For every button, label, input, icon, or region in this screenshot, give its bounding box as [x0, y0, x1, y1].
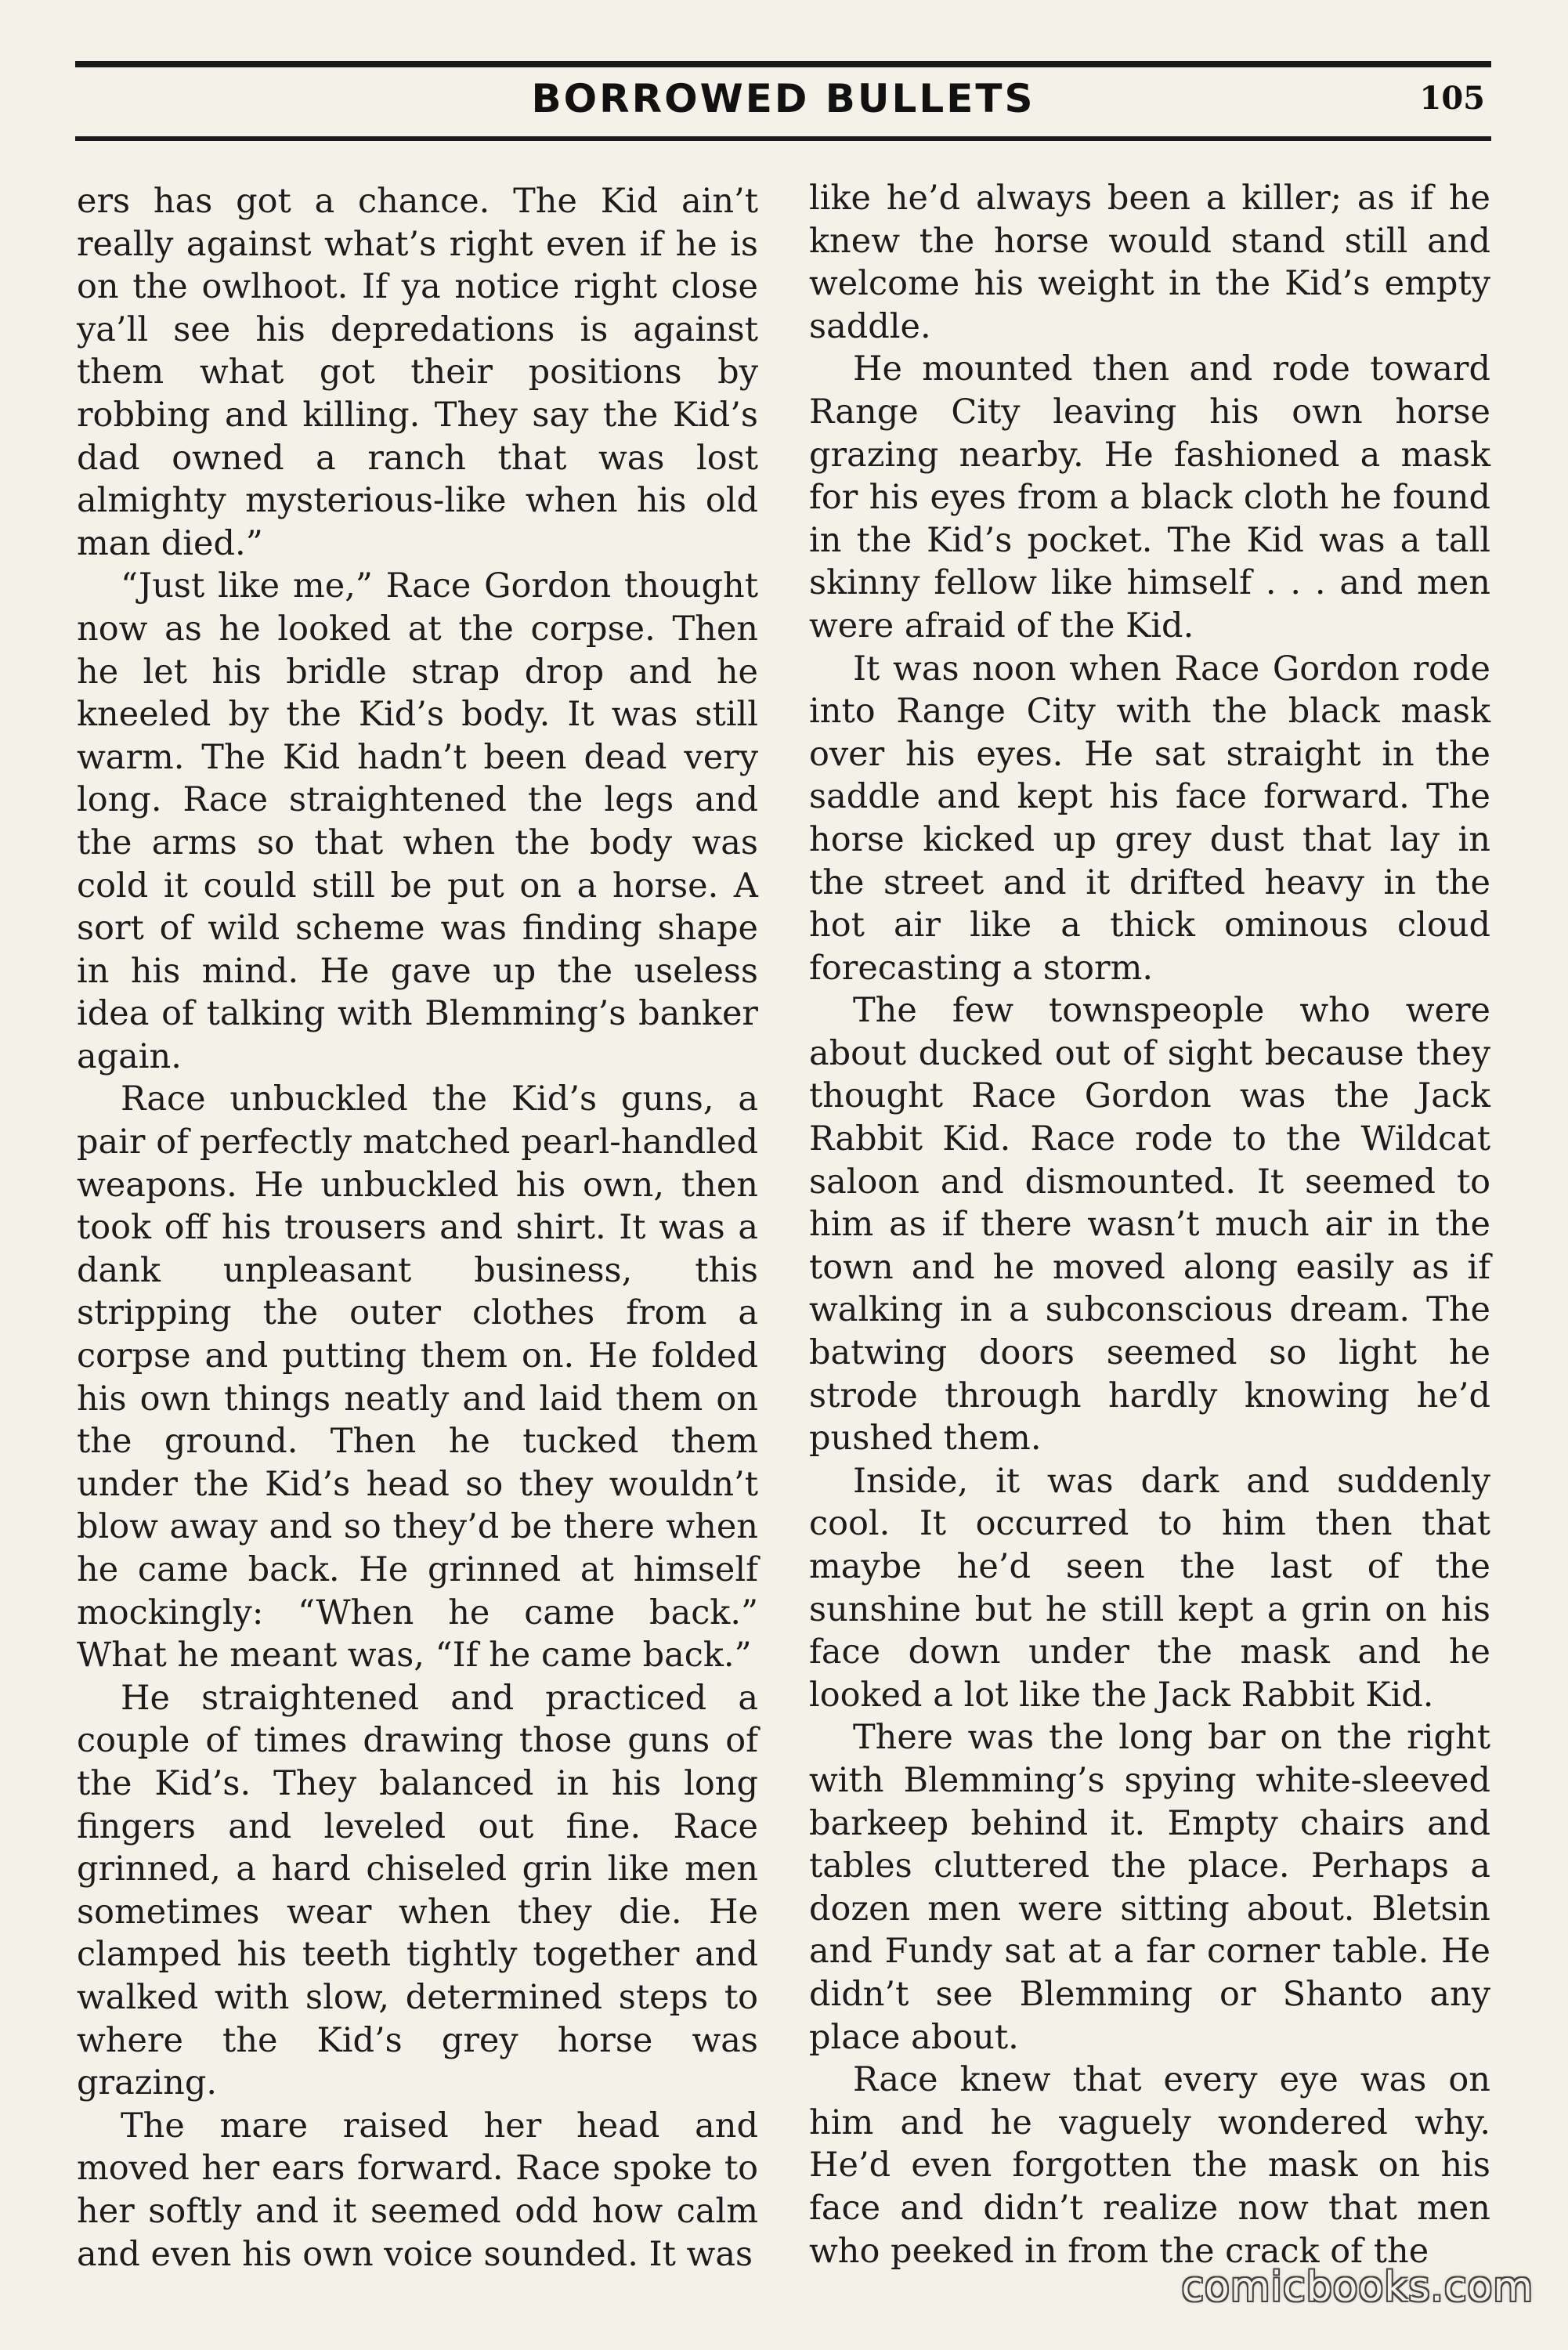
paragraph: It was noon when Race Gordon rode into Range City with the black mask over his eyes. He sat straight in the saddle and kept his face forward. The horse kicked up grey dust that lay in the street and it drifted heavy in the hot air like a thick ominous cloud forecasting a storm. [809, 649, 1490, 988]
paragraph: “Just like me,” Race Gordon thought now as he looked at the corpse. Then he let his bridle strap drop and he kneeled by the Kid’s body. It was still warm. The Kid hadn’t been dead very long. Race straightened the legs and the arms so that when the body was cold it could still be put on a horse. A sort of wild scheme was finding shape in his mind. He gave up the useless idea of talking with Blemming’s banker again. [77, 566, 758, 1076]
running-title: BORROWED BULLETS [531, 76, 1035, 121]
page-number: 105 [1419, 80, 1485, 117]
paragraph: He mounted then and rode toward Range City leaving his own horse grazing nearby. He fashioned a mask for his eyes from a black cloth he found in the Kid’s pocket. The Kid was a tall skinny fellow like himself . . . and men were afraid of the Kid. [809, 349, 1490, 645]
paragraph: Race knew that every eye was on him and he vaguely wondered why. He’d even forgotten the mask on his face and didn’t realize now that men who peeked in from the crack of the [809, 2060, 1490, 2271]
paragraph: Inside, it was dark and suddenly cool. It occurred to him then that maybe he’d seen the last of the sunshine but he still kept a grin on his face down under the mask and he looked a lot like the Jack Rabbit Kid. [809, 1461, 1490, 1715]
paragraph: ers has got a chance. The Kid ain’t really against what’s right even if he is on the owlhoot. If ya notice right close ya’ll see his depredations is against them what got their positions by robbing and killing. They say the Kid’s dad owned a ranch that was lost almighty mysterious-like when his old man died.” [77, 182, 758, 563]
paragraph: The mare raised her head and moved her ears forward. Race spoke to her softly and it seemed odd how calm and even his own voice sounded. It was [77, 2106, 758, 2274]
watermark-logo: comicbooks.com [1181, 2264, 1534, 2311]
paragraph: The few townspeople who were about ducked out of sight because they thought Race Gordon was the Jack Rabbit Kid. Race rode to the Wildcat saloon and dismounted. It seemed to him as if there wasn’t much air in the town and he moved along easily as if walking in a subconscious dream. The batwing doors seemed so light he strode through hardly knowing he’d pushed them. [809, 991, 1490, 1459]
paragraph: He straightened and practiced a couple of times drawing those guns of the Kid’s. They balanced in his long fingers and leveled out fine. Race grinned, a hard chiseled grin like men sometimes wear when they die. He clamped his teeth tightly together and walked with slow, determined steps to where the Kid’s grey horse was grazing. [77, 1678, 758, 2103]
paragraph: There was the long bar on the right with Blemming’s spying white-sleeved barkeep behind it. Empty chairs and tables cluttered the place. Perhaps a dozen men were sitting about. Bletsin and Fundy sat at a far corner table. He didn’t see Blemming or Shanto any place about. [809, 1718, 1490, 2057]
header-top-rule [75, 61, 1491, 67]
left-text-column [77, 180, 758, 2276]
right-text-column [809, 177, 1490, 2272]
header-bottom-rule [75, 136, 1491, 141]
paragraph: like he’d always been a killer; as if he knew the horse would stand still and welcome his weight in the Kid’s empty saddle. [809, 179, 1490, 346]
paragraph: Race unbuckled the Kid’s guns, a pair of perfectly matched pearl-handled weapons. He unbuckled his own, then took off his trousers and shirt. It was a dank unpleasant business, this stripping the outer clothes from a corpse and putting them on. He folded his own things neatly and laid them on the ground. Then he tucked them under the Kid’s head so they wouldn’t blow away and so they’d be there when he came back. He grinned at himself mockingly: “When he came back.” What he meant was, “If he came back.” [77, 1079, 758, 1676]
